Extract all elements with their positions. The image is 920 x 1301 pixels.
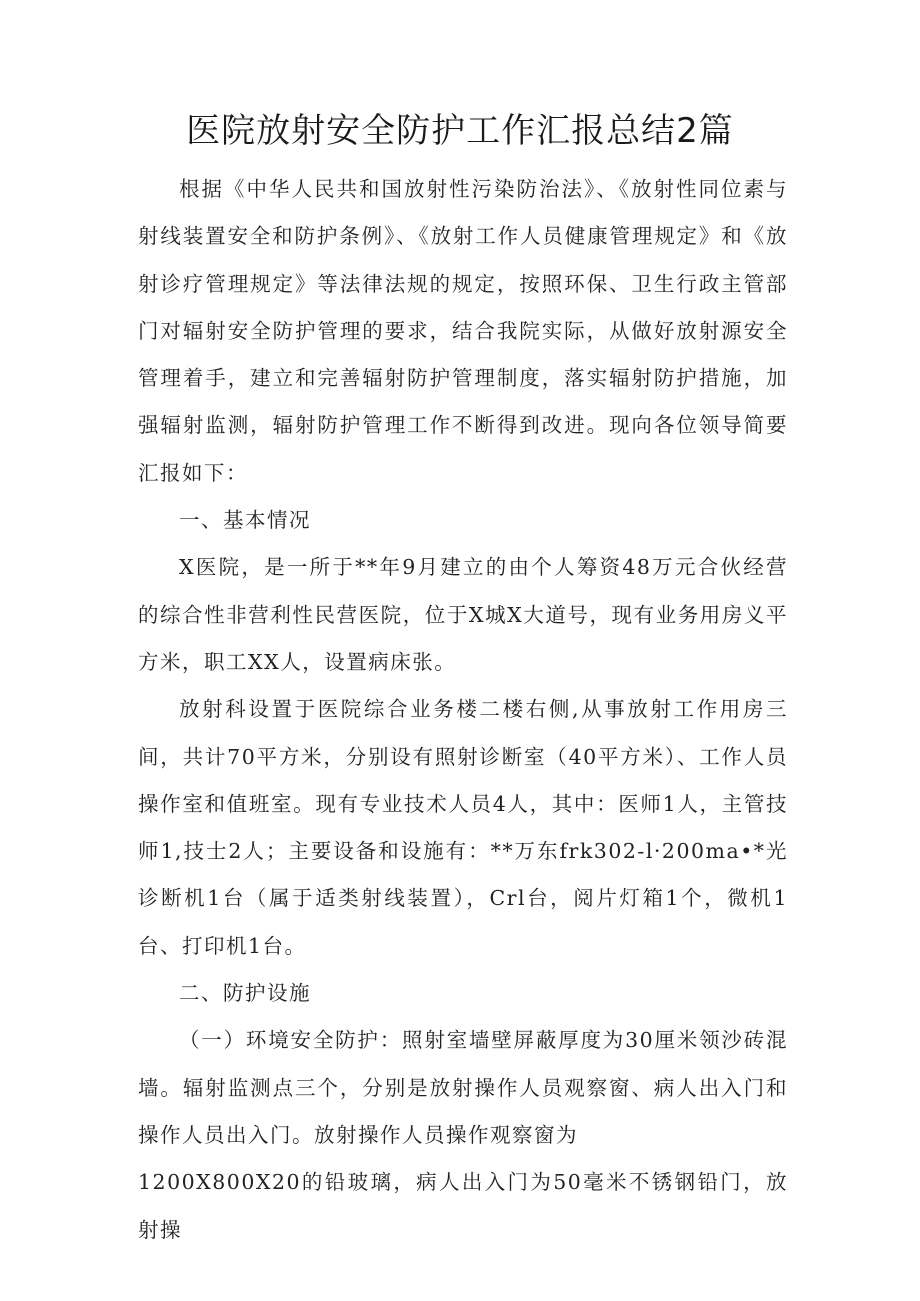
paragraph-continuation: 1200X800X20的铅玻璃，病人出入门为50毫米不锈钢铅门，放射操 — [138, 1170, 788, 1242]
section-heading-basic-info: 一、基本情况 — [179, 508, 311, 533]
document-body — [138, 166, 788, 1254]
paragraph-radiology-dept: 放射科设置于医院综合业务楼二楼右侧,从事放射工作用房三间，共计70平方米，分别设有照射诊断室（40平方米）、工作人员操作室和值班室。现有专业技术人员4人，其中：医师1人，主管技师1,技士2人；主要设备和设施有：**万东frk302-l·200ma•*光诊断机1台（属于适类射线装置），Crl台，阅片灯箱1个，微机1台、打印机1台。 — [138, 697, 788, 958]
paragraph-environment-protection: （一）环境安全防护：照射室墙壁屏蔽厚度为30厘米领沙砖混墙。辐射监测点三个，分别是放射操作人员观察窗、病人出入门和操作人员出入门。放射操作人员操作观察窗为 — [138, 1028, 788, 1147]
paragraph-hospital-info: X医院，是一所于**年9月建立的由个人筹资48万元合伙经营的综合性非营利性民营医院，位于X城X大道号，现有业务用房义平方米，职工XX人，设置病床张。 — [138, 555, 788, 674]
paragraph-intro: 根据《中华人民共和国放射性污染防治法》、《放射性同位素与射线装置安全和防护条例》、《放射工作人员健康管理规定》和《放射诊疗管理规定》等法律法规的规定，按照环保、卫生行政主管部门对辐射安全防护管理的要求，结合我院实际，从做好放射源安全管理着手，建立和完善辐射防护管理制度，落实辐射防护措施，加强辐射监测，辐射防护管理工作不断得到改进。现向各位领导简要汇报如下： — [138, 177, 788, 485]
section-heading-protection-facilities: 二、防护设施 — [179, 981, 311, 1006]
document-title: 医院放射安全防护工作汇报总结2篇 — [186, 111, 734, 151]
